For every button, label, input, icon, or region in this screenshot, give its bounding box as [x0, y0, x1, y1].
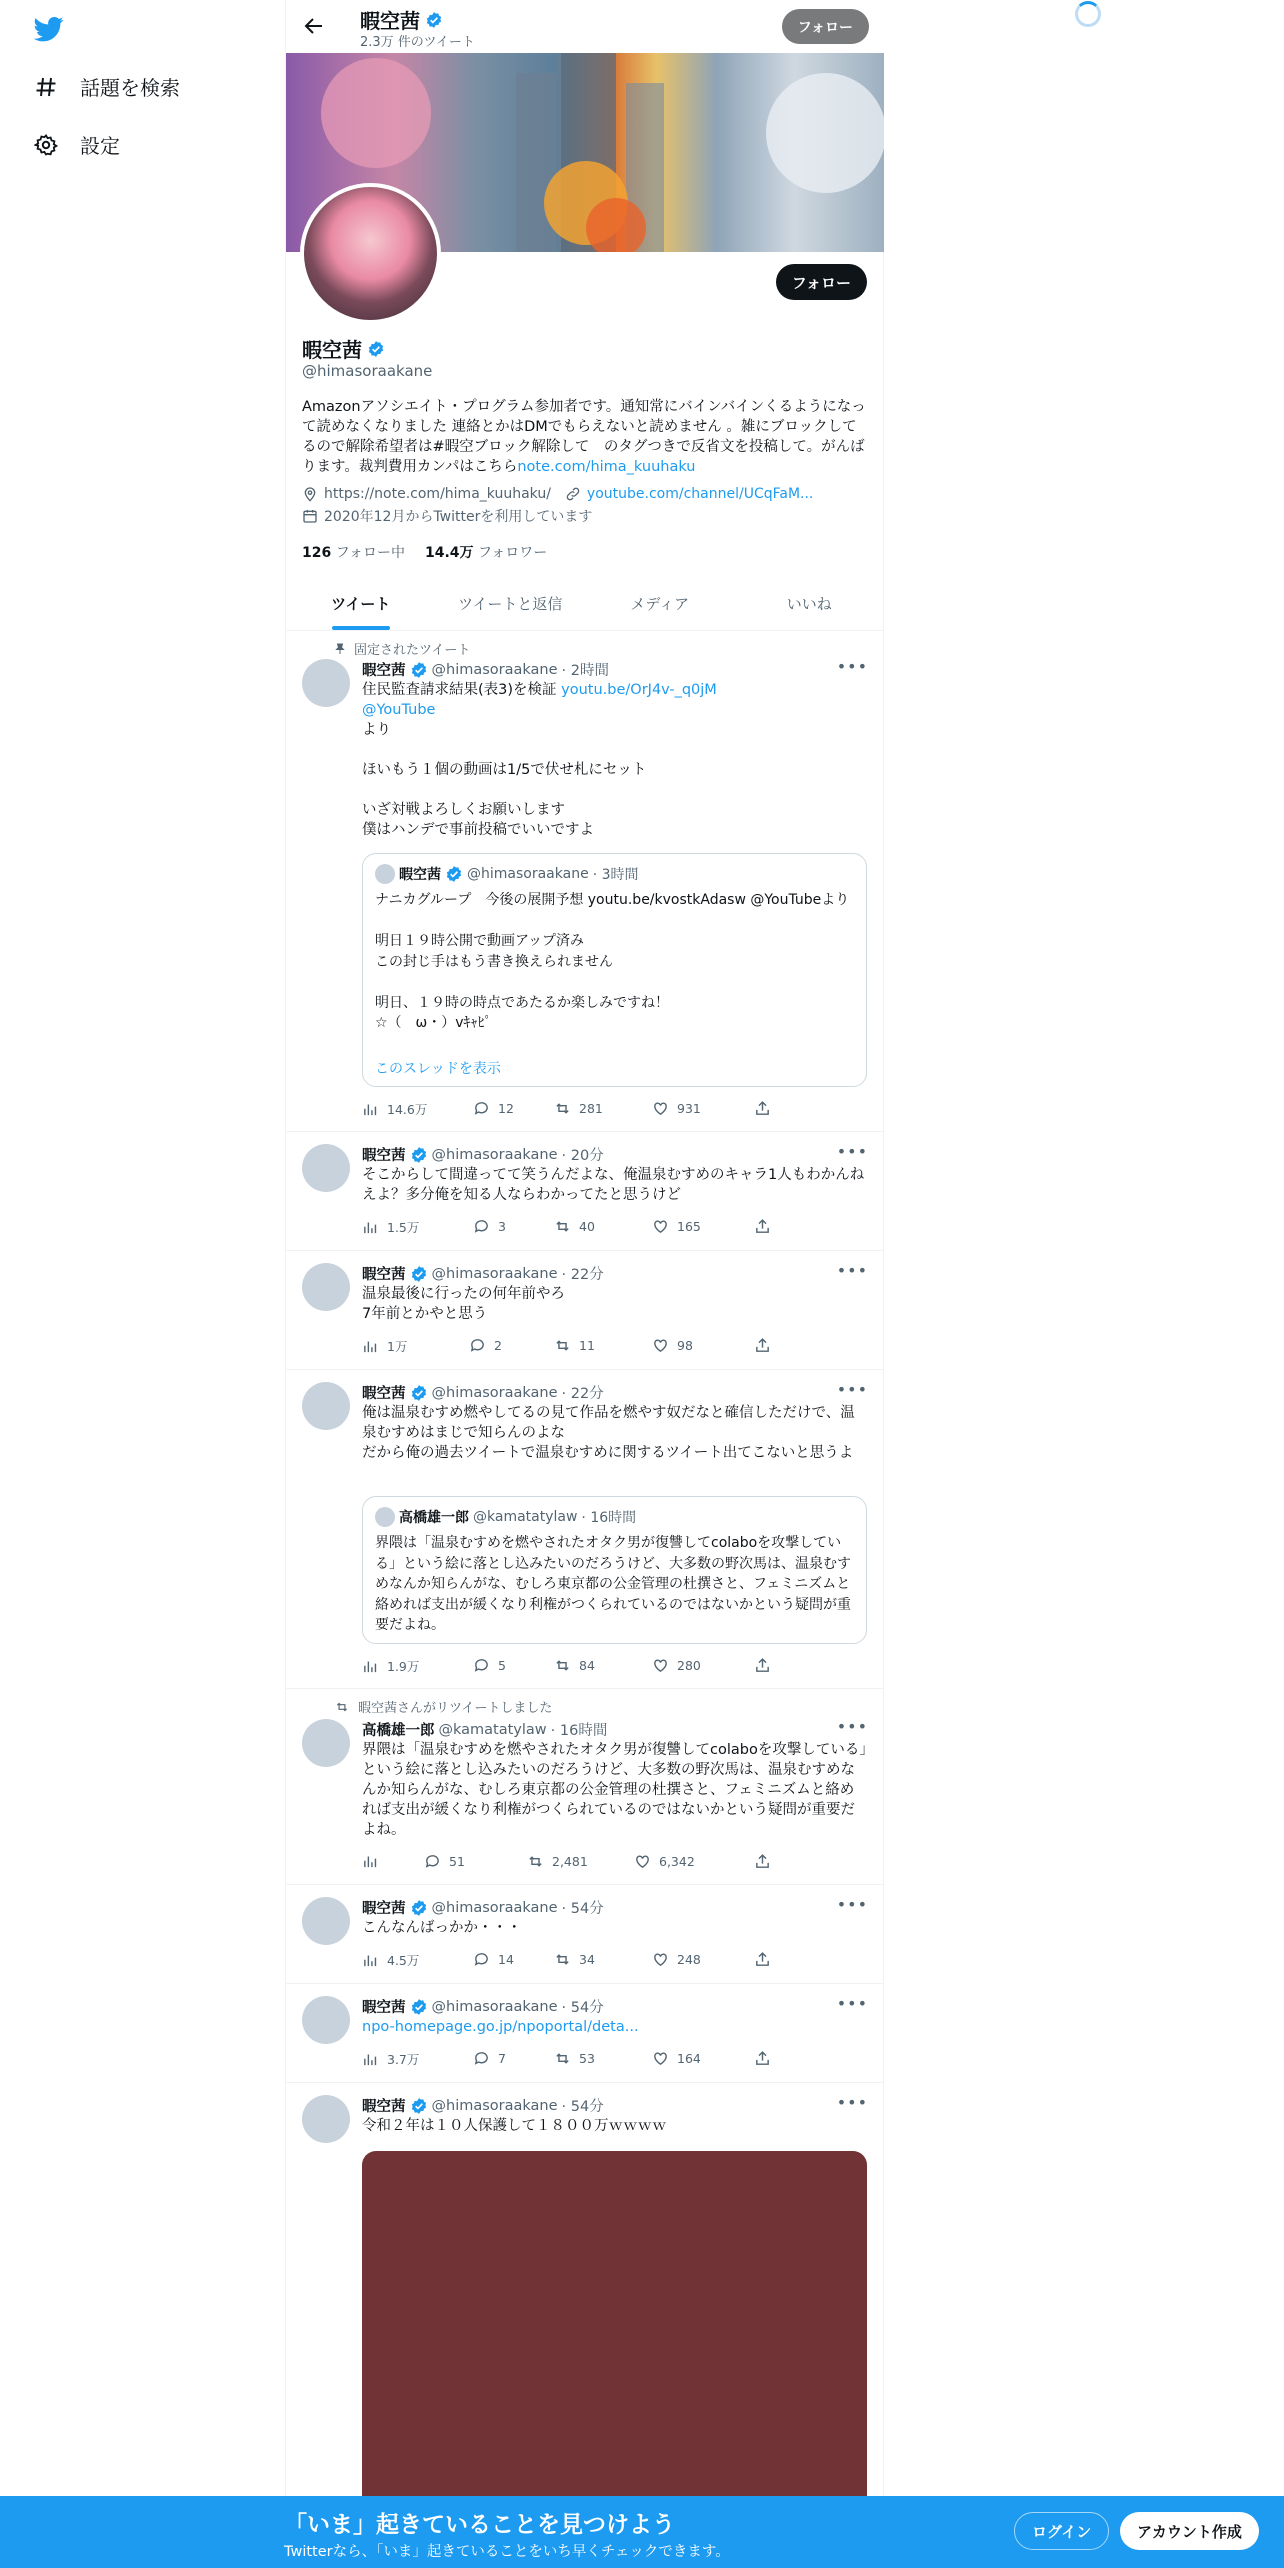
- tweet-time[interactable]: · 22分: [561, 1267, 604, 1283]
- link-icon: [565, 486, 581, 502]
- share-button[interactable]: [754, 1657, 771, 1674]
- share-button[interactable]: [754, 1853, 771, 1870]
- twitter-logo-icon[interactable]: [32, 14, 66, 44]
- author-name[interactable]: 暇空茜: [362, 2000, 406, 2016]
- author-name[interactable]: 暇空茜: [362, 2099, 406, 2115]
- share-button[interactable]: [754, 1218, 771, 1235]
- views-button[interactable]: [362, 1853, 387, 1870]
- profile-name-text: 暇空茜: [302, 338, 362, 362]
- tweet-actions: [362, 1657, 782, 1677]
- profile-website-link[interactable]: youtube.com/channel/UCqFaM...: [586, 486, 814, 502]
- views-count: 1万: [387, 1339, 408, 1354]
- hashtag-icon: [34, 75, 58, 99]
- tab-media[interactable]: メディア: [630, 595, 690, 613]
- like-count: 248: [677, 1952, 701, 1967]
- tweet-header: [362, 659, 609, 680]
- share-button[interactable]: [754, 2050, 771, 2067]
- follow-stats: [302, 542, 547, 562]
- signup-banner: [0, 2496, 1284, 2568]
- tweet-text: 温泉最後に行ったの何年前やろ 7年前とかやと思う: [362, 1286, 565, 1322]
- tweet-time[interactable]: · 54分: [561, 1901, 604, 1917]
- tweet-header: [362, 1996, 604, 2017]
- following-link[interactable]: [302, 542, 405, 562]
- avatar[interactable]: [302, 1996, 350, 2044]
- tweet-time[interactable]: · 20分: [561, 1148, 604, 1164]
- tweet-item[interactable]: [286, 1251, 884, 1370]
- signup-banner-title: 「いま」起きていることを見つけよう: [284, 2512, 675, 2538]
- calendar-icon: [302, 508, 318, 524]
- views-count: 1.9万: [387, 1659, 420, 1674]
- reply-icon: [473, 1657, 490, 1674]
- more-options-icon[interactable]: •••: [836, 1895, 868, 1914]
- share-icon: [754, 1657, 771, 1674]
- more-options-icon[interactable]: •••: [836, 1261, 868, 1280]
- tweet-time[interactable]: · 22分: [561, 1386, 604, 1402]
- show-thread-link[interactable]: このスレッドを表示: [375, 1061, 501, 1077]
- signup-button[interactable]: アカウント作成: [1120, 2512, 1259, 2550]
- tweet-text-post: より ほいもう１個の動画は1/5で伏せ札にセット いざ対戦よろしくお願いします 僕はハンデで事前投稿でいいですよ: [362, 722, 647, 838]
- retweet-icon: [554, 1218, 571, 1235]
- tweet-header: [362, 1144, 604, 1165]
- left-nav: [0, 0, 285, 2568]
- profile-tabs: [286, 578, 884, 631]
- share-icon: [754, 2050, 771, 2067]
- views-button[interactable]: [362, 1337, 407, 1355]
- reply-button[interactable]: [473, 1218, 506, 1235]
- followers-label: フォロワー: [478, 545, 548, 561]
- author-name[interactable]: 暇空茜: [362, 663, 406, 679]
- reply-icon: [469, 1337, 486, 1354]
- profile-name: [302, 334, 385, 363]
- signup-banner-subtitle: Twitterなら、「いま」起きていることをいち早くチェックできます。: [284, 2544, 730, 2560]
- share-button[interactable]: [754, 1337, 771, 1354]
- nav-explore[interactable]: [34, 72, 180, 101]
- analytics-icon: [362, 1219, 379, 1236]
- pinned-label: 固定されたツイート: [354, 643, 471, 658]
- tweet-header: [362, 1897, 604, 1918]
- author-handle: @himasoraakane: [431, 1146, 558, 1163]
- share-button[interactable]: [754, 1100, 771, 1117]
- reply-icon: [473, 1951, 490, 1968]
- views-button[interactable]: [362, 1100, 427, 1118]
- like-count: 98: [677, 1338, 693, 1353]
- reply-count: 2: [494, 1338, 502, 1353]
- like-count: 6,342: [659, 1854, 695, 1869]
- retweet-button[interactable]: [554, 1951, 595, 1968]
- views-button[interactable]: [362, 2050, 419, 2068]
- like-count: 280: [677, 1658, 701, 1673]
- reply-button[interactable]: [473, 1657, 506, 1674]
- tweet-actions: [362, 1100, 782, 1120]
- share-icon: [754, 1951, 771, 1968]
- tweet-text: [362, 2017, 867, 2037]
- followers-link[interactable]: [425, 542, 547, 562]
- tweet-item[interactable]: [286, 1370, 884, 1689]
- like-button[interactable]: [652, 1951, 701, 1968]
- location-icon: [302, 486, 318, 502]
- author-name[interactable]: 暇空茜: [362, 1267, 406, 1283]
- quote-time: · 3時間: [592, 867, 639, 883]
- tweet-actions: [362, 1337, 782, 1357]
- more-options-icon[interactable]: •••: [836, 657, 868, 676]
- retweet-count: 281: [579, 1101, 603, 1116]
- tweet-mention[interactable]: @YouTube: [362, 702, 436, 718]
- tweet-text-pre: 住民監査請求結果(表3)を検証: [362, 682, 562, 698]
- tweet-link[interactable]: npo-homepage.go.jp/npoportal/deta...: [362, 2019, 639, 2035]
- avatar[interactable]: [302, 1897, 350, 1945]
- nav-settings-label: 設定: [80, 134, 120, 158]
- reply-button[interactable]: [473, 1100, 514, 1117]
- tweet-time[interactable]: · 54分: [561, 2099, 604, 2115]
- retweet-icon: [554, 1100, 571, 1117]
- reply-icon: [473, 2050, 490, 2067]
- tweet-header: [362, 2095, 604, 2116]
- quote-author-handle: @himasoraakane: [467, 866, 589, 882]
- retweet-context-label[interactable]: 暇空茜さんがリツイートしました: [358, 1701, 553, 1716]
- quote-author-name: 高橋雄一郎: [399, 1510, 469, 1526]
- following-count: 126: [302, 545, 332, 561]
- analytics-icon: [362, 2051, 379, 2068]
- retweet-icon: [527, 1853, 544, 1870]
- avatar[interactable]: [302, 1144, 350, 1192]
- heart-icon: [652, 2050, 669, 2067]
- quote-header: [375, 864, 639, 884]
- retweet-button[interactable]: [554, 1100, 603, 1117]
- gear-icon: [34, 133, 58, 157]
- verified-badge-icon: [410, 1265, 428, 1283]
- tweet-item[interactable]: [286, 1689, 884, 1885]
- like-button[interactable]: [652, 1218, 701, 1235]
- analytics-icon: [362, 1101, 379, 1118]
- tab-tweets[interactable]: ツイート: [286, 578, 436, 630]
- author-handle: @himasoraakane: [431, 1384, 558, 1401]
- like-button[interactable]: [652, 1337, 693, 1354]
- like-button[interactable]: [634, 1853, 695, 1870]
- reply-button[interactable]: [469, 1337, 502, 1354]
- more-options-icon[interactable]: •••: [836, 2093, 868, 2112]
- quote-time: · 16時間: [581, 1510, 637, 1526]
- reply-icon: [473, 1100, 490, 1117]
- reply-count: 51: [449, 1854, 465, 1869]
- reply-count: 7: [498, 2051, 506, 2066]
- heart-icon: [634, 1853, 651, 1870]
- quote-header: [375, 1507, 636, 1527]
- author-handle: @himasoraakane: [431, 1899, 558, 1916]
- tweet-text: そこからして間違ってて笑うんだよな、俺温泉むすめのキャラ1人もわかんねえよ？多分俺を知る人ならわかってたと思うけど: [362, 1167, 865, 1203]
- login-button[interactable]: ログイン: [1014, 2512, 1109, 2550]
- more-options-icon[interactable]: •••: [836, 1994, 868, 2013]
- bio-text: Amazonアソシエイト・プログラム参加者です。通知常にバインバインくるようになって読めなくなりました 連絡とかはDMでもらえないと読めません 。雑にブロックしてるので解除希望者は#暇空ブロック解除して のタグつきで反省文を投稿して。がんばります。裁判費用カンパはこちら: [302, 399, 866, 475]
- heart-icon: [652, 1218, 669, 1235]
- header-name-text: 暇空茜: [360, 9, 420, 33]
- verified-badge-icon: [410, 661, 428, 679]
- tweet-item[interactable]: [286, 631, 884, 1132]
- tweet-text: 俺は温泉むすめ燃やしてるの見て作品を燃やす奴だなと確信しただけで、温泉むすめはまじで知らんのよな だから俺の過去ツイートで温泉むすめに関するツイート出てこないと思うよ: [362, 1405, 855, 1461]
- author-name[interactable]: 暇空茜: [362, 1386, 406, 1402]
- pin-icon: [334, 642, 346, 656]
- reply-icon: [473, 1218, 490, 1235]
- author-name[interactable]: 高橋雄一郎: [362, 1723, 435, 1739]
- tweet-link[interactable]: youtu.be/OrJ4v-_q0jM: [561, 682, 717, 698]
- nav-explore-label: 話題を検索: [80, 76, 180, 100]
- tweet-actions: [362, 1951, 782, 1971]
- back-arrow-icon[interactable]: [302, 14, 326, 38]
- follow-button[interactable]: フォロー: [776, 264, 867, 300]
- profile-joined-text: 2020年12月からTwitterを利用しています: [324, 509, 593, 525]
- author-name[interactable]: 暇空茜: [362, 1148, 406, 1164]
- retweet-button[interactable]: [527, 1853, 588, 1870]
- quoted-tweet[interactable]: [362, 1496, 867, 1644]
- heart-icon: [652, 1337, 669, 1354]
- share-icon: [754, 1853, 771, 1870]
- bio-link[interactable]: note.com/hima_kuuhaku: [517, 459, 696, 475]
- tweet-text: [362, 680, 867, 840]
- verified-badge-icon: [367, 340, 385, 358]
- analytics-icon: [362, 1853, 379, 1870]
- views-count: 3.7万: [387, 2052, 420, 2067]
- views-button[interactable]: [362, 1218, 419, 1236]
- retweet-button[interactable]: [554, 1337, 595, 1354]
- tweet-header: [362, 1719, 607, 1740]
- verified-badge-icon: [410, 1899, 428, 1917]
- quote-author-handle: @kamatatylaw: [473, 1509, 578, 1525]
- share-icon: [754, 1337, 771, 1354]
- followers-count: 14.4万: [425, 545, 474, 561]
- tweet-header: [362, 1263, 604, 1284]
- tweet-actions: [362, 2050, 782, 2070]
- like-button[interactable]: [652, 1657, 701, 1674]
- retweet-count: 40: [579, 1219, 595, 1234]
- tweet-header: [362, 1382, 604, 1403]
- retweet-icon: [334, 1700, 350, 1714]
- tweet-actions: [362, 1853, 782, 1873]
- reply-icon: [424, 1853, 441, 1870]
- profile-avatar[interactable]: [300, 183, 441, 324]
- more-options-icon[interactable]: •••: [836, 1717, 868, 1736]
- like-count: 164: [677, 2051, 701, 2066]
- like-button[interactable]: [652, 1100, 701, 1117]
- verified-badge-icon: [425, 11, 443, 29]
- tweet-item[interactable]: [286, 1984, 884, 2083]
- author-handle: @kamatatylaw: [438, 1721, 547, 1738]
- avatar: [375, 1507, 395, 1527]
- tweet-actions: [362, 1218, 782, 1238]
- views-button[interactable]: [362, 1951, 419, 1969]
- more-options-icon[interactable]: •••: [836, 1380, 868, 1399]
- retweet-button[interactable]: [554, 1657, 595, 1674]
- share-icon: [754, 1100, 771, 1117]
- pinned-context: [334, 639, 470, 658]
- like-count: 165: [677, 1219, 701, 1234]
- tab-likes[interactable]: いいね: [786, 595, 832, 613]
- author-handle: @himasoraakane: [431, 2097, 558, 2114]
- retweet-count: 53: [579, 2051, 595, 2066]
- retweet-icon: [554, 1337, 571, 1354]
- profile-header-bar: [286, 0, 884, 53]
- tweet-time[interactable]: · 2時間: [561, 663, 609, 679]
- verified-badge-icon: [410, 1384, 428, 1402]
- profile-location: https://note.com/hima_kuuhaku/: [324, 486, 551, 502]
- retweet-count: 84: [579, 1658, 595, 1673]
- like-count: 931: [677, 1101, 701, 1116]
- reply-count: 12: [498, 1101, 514, 1116]
- header-name: [360, 5, 443, 34]
- tweet-item[interactable]: [286, 1132, 884, 1251]
- analytics-icon: [362, 1338, 379, 1355]
- tweet-text: 界隈は「温泉むすめを燃やされたオタク男が復讐してcolaboを攻撃している」という絵に落とし込みたいのだろうけど、大多数の野次馬は、温泉むすめなんか知らんがな、むしろ東京都の公金管理の杜撰さと、フェミニズムと絡めれば支出が緩くなり利権がつくられているのではないかという疑問が重要だよね。: [362, 1742, 867, 1838]
- tweet-time[interactable]: · 54分: [561, 2000, 604, 2016]
- views-count: 4.5万: [387, 1953, 420, 1968]
- avatar[interactable]: [302, 659, 350, 707]
- retweet-button[interactable]: [554, 1218, 595, 1235]
- nav-settings[interactable]: [34, 130, 120, 159]
- like-button[interactable]: [652, 2050, 701, 2067]
- reply-count: 3: [498, 1219, 506, 1234]
- heart-icon: [652, 1951, 669, 1968]
- avatar[interactable]: [302, 1263, 350, 1311]
- heart-icon: [652, 1657, 669, 1674]
- header-follow-button[interactable]: フォロー: [782, 9, 869, 44]
- quote-author-name: 暇空茜: [399, 867, 441, 883]
- quote-text: ナニカグループ 今後の展開予想 youtu.be/kvostkAdasw @YouTubeより 明日１９時公開で動画アップ済み この封じ手はもう書き換えられません 明日、１９時の時点であたるか楽しみですね！ ☆（ ω・）vｷｬﾋﾟ: [375, 892, 850, 1031]
- avatar[interactable]: [302, 2095, 350, 2143]
- tweet-text: こんなんばっかか・・・: [362, 1920, 522, 1936]
- avatar[interactable]: [302, 1719, 350, 1767]
- retweet-icon: [554, 2050, 571, 2067]
- avatar: [375, 864, 395, 884]
- avatar[interactable]: [302, 1382, 350, 1430]
- share-icon: [754, 1218, 771, 1235]
- tweet-text: 令和２年は１０人保護して１８００万ｗｗｗｗ: [362, 2118, 667, 2134]
- author-handle: @himasoraakane: [431, 1265, 558, 1282]
- retweet-button[interactable]: [554, 2050, 595, 2067]
- profile-joined: [302, 506, 592, 526]
- reply-button[interactable]: [424, 1853, 465, 1870]
- verified-badge-icon: [410, 1146, 428, 1164]
- verified-badge-icon: [410, 1998, 428, 2016]
- header-tweet-count: 2.3万 件のツイート: [360, 35, 475, 50]
- profile-meta: [302, 486, 813, 502]
- author-handle: @himasoraakane: [431, 661, 558, 678]
- retweet-count: 34: [579, 1952, 595, 1967]
- views-button[interactable]: [362, 1657, 419, 1675]
- retweet-context: [334, 1697, 552, 1716]
- heart-icon: [652, 1100, 669, 1117]
- tweet-item[interactable]: [286, 1885, 884, 1984]
- share-button[interactable]: [754, 1951, 771, 1968]
- reply-button[interactable]: [473, 1951, 514, 1968]
- retweet-count: 2,481: [552, 1854, 588, 1869]
- views-count: 1.5万: [387, 1220, 420, 1235]
- reply-count: 5: [498, 1658, 506, 1673]
- quoted-tweet[interactable]: [362, 853, 867, 1087]
- profile-bio: [302, 397, 867, 477]
- reply-button[interactable]: [473, 2050, 506, 2067]
- verified-badge-icon: [410, 2097, 428, 2115]
- author-handle: @himasoraakane: [431, 1998, 558, 2015]
- profile-handle: @himasoraakane: [302, 362, 433, 380]
- author-name[interactable]: 暇空茜: [362, 1901, 406, 1917]
- tab-tweets-and-replies[interactable]: ツイートと返信: [458, 595, 563, 613]
- views-count: 14.6万: [387, 1102, 428, 1117]
- following-label: フォロー中: [335, 545, 405, 561]
- analytics-icon: [362, 1658, 379, 1675]
- retweet-icon: [554, 1657, 571, 1674]
- retweet-count: 11: [579, 1338, 595, 1353]
- reply-count: 14: [498, 1952, 514, 1967]
- quote-text: 界隈は「温泉むすめを燃やされたオタク男が復讐してcolaboを攻撃している」という絵に落とし込みたいのだろうけど、大多数の野次馬は、温泉むすめなんか知らんがな、むしろ東京都の公金管理の杜撰さと、フェミニズムと絡めれば支出が緩くなり利権がつくられているのではないかという疑問が重要だよね。: [375, 1535, 851, 1633]
- tweet-time[interactable]: · 16時間: [550, 1723, 608, 1739]
- verified-badge-icon: [445, 865, 463, 883]
- profile-column: [285, 0, 884, 2568]
- loading-spinner-icon: [1075, 1, 1101, 27]
- retweet-icon: [554, 1951, 571, 1968]
- more-options-icon[interactable]: •••: [836, 1142, 868, 1161]
- analytics-icon: [362, 1952, 379, 1969]
